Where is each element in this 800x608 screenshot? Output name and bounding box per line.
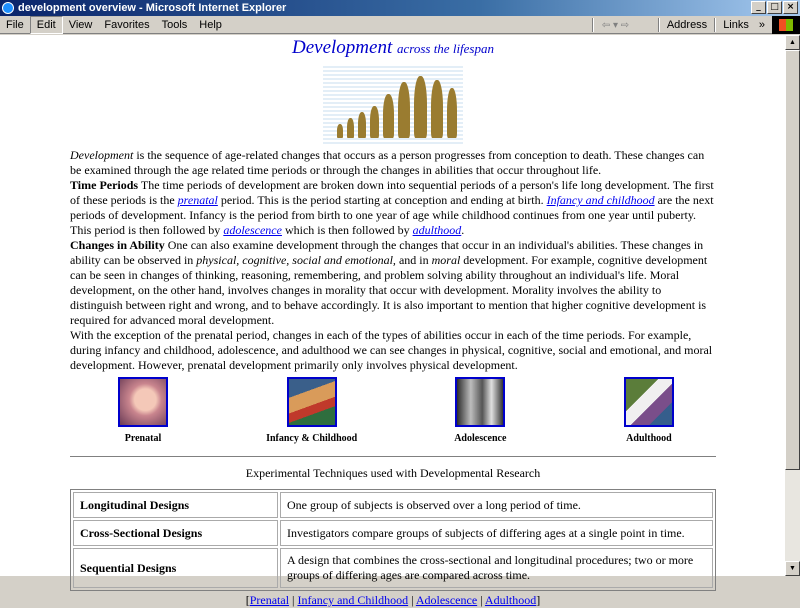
- adolescence-link[interactable]: adolescence: [223, 223, 282, 237]
- changes-paragraph: [70, 238, 716, 328]
- table-caption: Experimental Techniques used with Developmental Research: [245, 466, 541, 480]
- footer-link-adulthood[interactable]: Adulthood: [484, 593, 537, 607]
- thumb-label: Infancy & Childhood: [266, 433, 358, 444]
- time-periods-text: The time periods of development are broken down into sequential periods of a person's life long development. The first of these periods is the: [70, 178, 714, 207]
- scroll-up-icon[interactable]: ▲: [785, 35, 800, 50]
- exception-paragraph: With the exception of the prenatal period, changes in each of the types of abilities occur in each of the time periods. For example, during infancy and childhood, adolescence, and adulthood we can see changes in physical, cognitive, social and emotional, and moral development. However, prenatal development primarily only involves physical development.: [70, 328, 713, 372]
- thumb-adolescence[interactable]: [425, 377, 535, 446]
- prenatal-link[interactable]: prenatal: [177, 193, 218, 207]
- windows-logo-icon: [772, 16, 800, 34]
- prenatal-photo[interactable]: [118, 377, 168, 427]
- changes-heading: Changes in Ability: [70, 238, 165, 252]
- links-chevron-icon[interactable]: »: [758, 19, 765, 31]
- table-term: Sequential Designs: [73, 548, 278, 588]
- adolescence-photo[interactable]: [455, 377, 505, 427]
- close-button[interactable]: ×: [783, 1, 798, 14]
- adulthood-photo[interactable]: [624, 377, 674, 427]
- page-content: [70, 35, 716, 608]
- links-button[interactable]: Links: [723, 19, 749, 31]
- maximize-button[interactable]: □: [767, 1, 782, 14]
- thumb-adulthood[interactable]: [594, 377, 704, 446]
- table-desc: A design that combines the cross-sectional and longitudinal procedures; two or more groups of differing ages are compared across time.: [280, 548, 713, 588]
- toolbar-separator: [592, 18, 594, 32]
- thumb-infancy-childhood[interactable]: [257, 377, 367, 446]
- table-row: [73, 492, 713, 518]
- infancy-childhood-link[interactable]: Infancy and childhood: [546, 193, 655, 207]
- menu-bar: [0, 16, 800, 34]
- changes-text: and in: [395, 253, 432, 267]
- window-title: development overview - Microsoft Internet Explorer: [18, 2, 287, 14]
- menu-tools[interactable]: Tools: [161, 18, 188, 31]
- vertical-scrollbar[interactable]: [785, 35, 800, 576]
- footer-bracket: [: [245, 593, 250, 607]
- toolbar-separator: [714, 18, 716, 32]
- menu-help[interactable]: Help: [199, 18, 222, 31]
- time-periods-heading: Time Periods: [70, 178, 139, 192]
- ie-icon: [2, 2, 14, 14]
- table-term: Longitudinal Designs: [73, 492, 278, 518]
- page-viewport: [0, 35, 785, 607]
- changes-emphasis: physical, cognitive, social and emotional,: [196, 253, 396, 267]
- menu-view[interactable]: View: [68, 18, 93, 31]
- page-title-main: Development: [292, 37, 393, 58]
- time-periods-paragraph: [70, 178, 716, 238]
- time-periods-text: period. This is the period starting at conception and ending at birth.: [217, 193, 547, 207]
- footer-nav: [70, 593, 716, 608]
- toolbar-separator: [658, 18, 660, 32]
- scroll-down-icon[interactable]: ▼: [785, 561, 800, 576]
- intro-text: is the sequence of age-related changes that occurs as a person progresses from conception to death. These changes can be examined through the age related time periods or through the changes in abilities that occur throughout life.: [70, 148, 705, 177]
- time-periods-text: which is then followed by: [281, 223, 413, 237]
- period-thumbnails: [70, 377, 716, 446]
- thumb-label: Adolescence: [454, 433, 507, 444]
- table-desc: One group of subjects is observed over a long period of time.: [280, 492, 713, 518]
- scrollbar-thumb[interactable]: [785, 50, 800, 470]
- back-forward-buttons[interactable]: ⇦ ▾ ⇨: [601, 19, 630, 31]
- footer-link-infancy-childhood[interactable]: Infancy and Childhood: [297, 593, 409, 607]
- adulthood-link[interactable]: adulthood: [412, 223, 462, 237]
- table-desc: Investigators compare groups of subjects of differing ages at a single point in time.: [280, 520, 713, 546]
- intro-term: Development: [70, 148, 134, 162]
- footer-separator: |: [477, 593, 485, 607]
- changes-text: development. For example, cognitive development can be seen in changes of thinking, reasoning, remembering, and problem solving ability throughout an individual's life. Moral development, on the other hand, involves changes in morality that occur with development. Morality involves the ability to distinguish between right and wrong, and to behave accordingly. It is also important to mention that higher cognitive development is required for advanced moral development.: [70, 253, 708, 327]
- menu-edit[interactable]: Edit: [30, 16, 63, 34]
- menu-favorites[interactable]: Favorites: [104, 18, 150, 31]
- time-periods-text: are the next periods of development. Infancy is the period from birth to one year of age while childhood continues from one year until puberty. This period is then followed by: [70, 193, 714, 237]
- footer-separator: |: [408, 593, 416, 607]
- section-divider: [70, 456, 716, 458]
- footer-link-prenatal[interactable]: Prenatal: [249, 593, 290, 607]
- address-button[interactable]: Address: [666, 19, 708, 31]
- page-title: [70, 37, 716, 60]
- menu-file[interactable]: File: [6, 18, 24, 31]
- minimize-button[interactable]: _: [751, 1, 766, 14]
- footer-link-adolescence[interactable]: Adolescence: [415, 593, 478, 607]
- thumb-label: Prenatal: [124, 433, 162, 444]
- window-titlebar: [0, 0, 800, 16]
- intro-paragraph: [70, 148, 716, 178]
- table-term: Cross-Sectional Designs: [73, 520, 278, 546]
- thumb-label: Adulthood: [626, 433, 672, 444]
- table-row: [73, 548, 713, 588]
- changes-text: One can also examine development through the changes that occur in an individual's abilities. These changes in ability can be observed in: [70, 238, 704, 267]
- page-title-sub: across the lifespan: [396, 41, 494, 56]
- thumb-prenatal[interactable]: [88, 377, 198, 446]
- footer-separator: |: [289, 593, 298, 607]
- table-row: [73, 520, 713, 546]
- family-silhouette-image: [323, 64, 463, 144]
- infancy-childhood-photo[interactable]: [287, 377, 337, 427]
- time-periods-text: .: [461, 223, 465, 237]
- changes-emphasis: moral: [431, 253, 461, 267]
- footer-bracket: ]: [536, 593, 541, 607]
- research-designs-table: [70, 489, 716, 591]
